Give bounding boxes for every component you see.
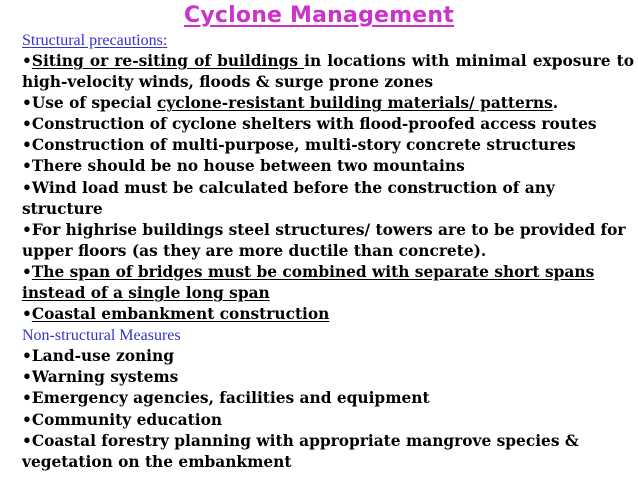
bullet: • — [22, 431, 32, 450]
list-item — [22, 135, 634, 156]
item-underlined-text: The span of bridges must be combined with separate short spans instead of a single long span — [22, 262, 595, 303]
list-item — [22, 431, 634, 473]
bullet: • — [22, 157, 32, 176]
item-text: Coastal forestry planning with appropriate mangrove species & vegetation on the embankment — [22, 431, 579, 471]
bullet: • — [22, 347, 32, 366]
list-item — [22, 304, 634, 325]
list-item — [22, 410, 634, 431]
structural-heading-colon: : — [162, 32, 168, 49]
item-text: Construction of cyclone shelters with flood-proofed access routes — [31, 115, 597, 134]
item-text: There should be no house between two mountains — [31, 157, 465, 176]
item-text: Use of special — [31, 94, 157, 113]
bullet: • — [22, 262, 32, 281]
item-underlined-text: cyclone-resistant building materials/ patterns — [156, 94, 553, 113]
bullet: • — [22, 410, 32, 429]
list-item — [22, 346, 634, 367]
bullet: • — [22, 52, 32, 70]
item-underlined-text: Siting or re-siting of buildings — [31, 52, 305, 70]
list-item — [22, 388, 634, 409]
list-item — [22, 156, 634, 177]
item-text: Land-use zoning — [31, 347, 174, 366]
item-text: Warning systems — [31, 368, 179, 387]
item-text: in locations with minimal exposure to high-velocity winds, floods & surge prone zones — [22, 52, 634, 92]
bullet: • — [22, 136, 32, 155]
nonstructural-heading: Non-structural Measures — [22, 327, 181, 345]
structural-heading-text: Structural precautions — [22, 32, 163, 49]
bullet: • — [22, 220, 32, 239]
item-underlined-text: Coastal embankment construction — [31, 305, 330, 324]
item-text: Emergency agencies, facilities and equipment — [31, 389, 430, 408]
slide-title: Cyclone Management — [184, 3, 454, 28]
bullet: • — [22, 115, 32, 134]
list-item — [22, 178, 634, 220]
list-item — [22, 367, 634, 388]
item-text: Wind load must be calculated before the construction of any structure — [22, 178, 555, 218]
item-text: Construction of multi-purpose, multi-story concrete structures — [31, 136, 576, 155]
bullet: • — [22, 305, 32, 324]
bullet: • — [22, 389, 32, 408]
bullet: • — [22, 178, 32, 197]
structural-heading — [22, 30, 634, 51]
list-item — [22, 262, 634, 304]
list-item — [22, 93, 634, 114]
list-item — [22, 220, 634, 262]
bullet: • — [22, 94, 32, 113]
list-item — [22, 51, 634, 93]
item-text: For highrise buildings steel structures/ towers are to be provided for upper floors (as they are more ductile than concrete). — [22, 220, 626, 260]
item-text: . — [552, 94, 559, 113]
item-text: Community education — [31, 410, 223, 429]
slide-content — [22, 30, 634, 473]
bullet: • — [22, 368, 32, 387]
list-item — [22, 114, 634, 135]
